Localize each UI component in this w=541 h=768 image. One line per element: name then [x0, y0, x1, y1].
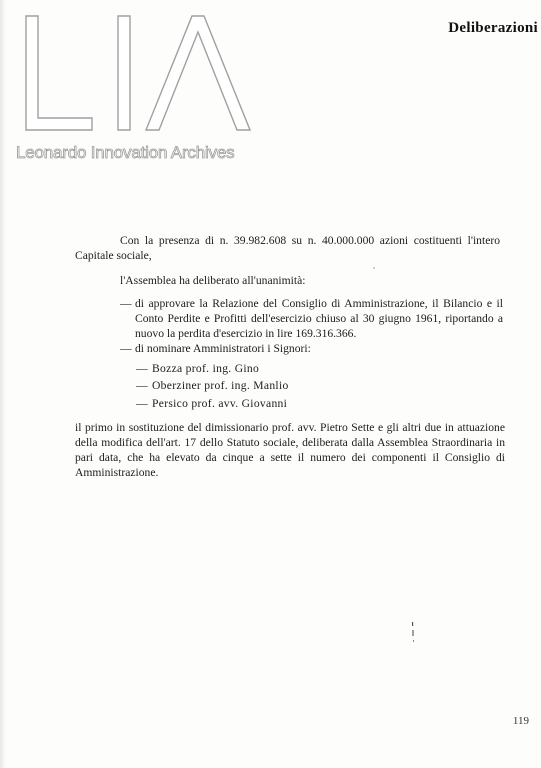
director-name: Persico prof. avv. Giovanni	[152, 397, 288, 410]
closing-paragraph: il primo in sostituzione del dimissionario prof. avv. Pietro Sette e gli altri due in attuazione della modifica dell'art. 17 dello Statuto sociale, deliberata dalla Assemblea Straordinaria in pari data, che ha elevato da cinque a sette il numero dei componenti il Consiglio di Amministrazione.	[75, 421, 505, 479]
assembly-resolution-line: l'Assemblea ha deliberato all'unanimità:	[120, 274, 306, 287]
dash-marker: —	[136, 397, 148, 410]
section-header: Deliberazioni	[448, 20, 538, 36]
dash-marker: —	[136, 379, 148, 392]
dash-marker: —	[136, 362, 148, 375]
dash-marker: —	[120, 342, 132, 355]
intro-paragraph: Con la presenza di n. 39.982.608 su n. 40.000.000 azioni costituenti l'intero Capitale sociale,	[75, 234, 500, 262]
list-item-text: di approvare la Relazione del Consiglio di Amministrazione, il Bilancio e il Conto Perdite e Profitti dell'esercizio chiuso al 30 giugno 1961, riportando a nuovo la perdita d'esercizio in lire 169.316.366.	[135, 297, 503, 340]
watermark-subtitle: Leonardo Innovation Archives	[16, 143, 235, 162]
director-name: Oberziner prof. ing. Manlio	[152, 379, 289, 392]
list-item-text: di nominare Amministratori i Signori:	[135, 342, 311, 355]
dash-marker: —	[120, 297, 132, 310]
director-name: Bozza prof. ing. Gino	[152, 362, 260, 375]
page-number: 119	[512, 715, 529, 727]
